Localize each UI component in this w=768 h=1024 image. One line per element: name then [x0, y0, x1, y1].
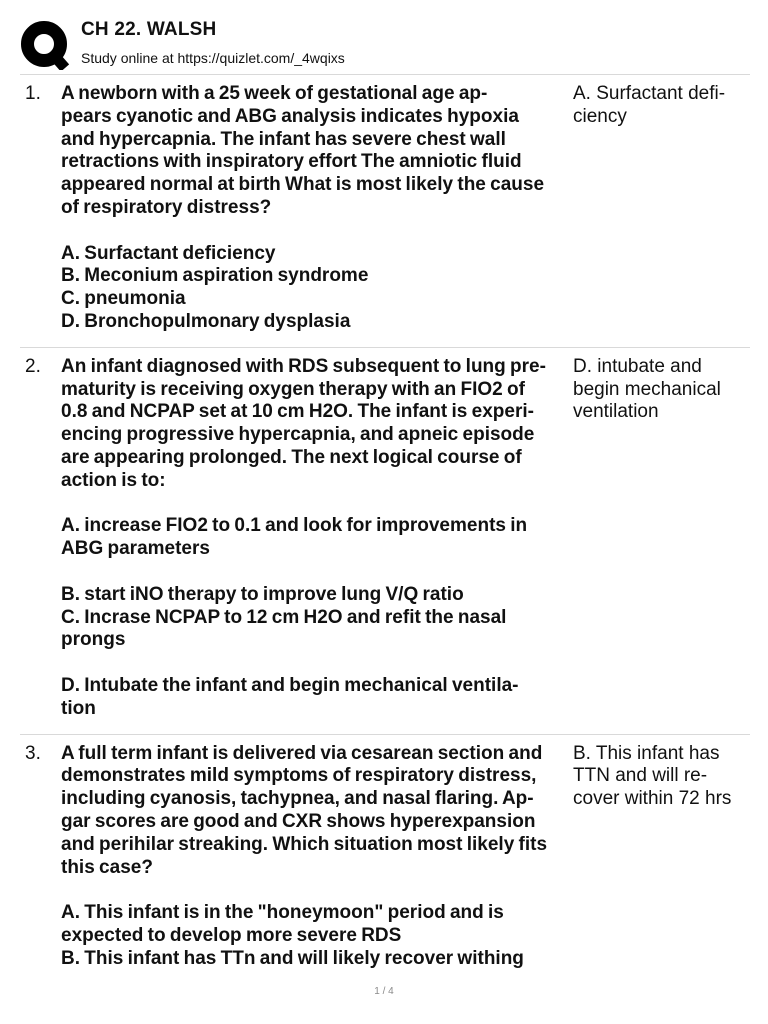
- flashcard: [20, 734, 750, 984]
- card-definition: B. This infant has TTN and will re- cover within 72 hrs: [573, 742, 732, 810]
- card-term: A newborn with a 25 week of gestational age ap- pears cyanotic and ABG analysis indicates hypoxia and hypercapnia. The infant has severe chest wall retractions with inspiratory effort The amniotic fluid appeared normal at birth What is most likely the cause of respiratory distress? A. Surfactant deficiency B. Meconium aspiration syndrome C. pneumonia D. Bronchopulmonary dysplasia: [61, 83, 545, 332]
- quizlet-q-logo-icon: [20, 20, 70, 70]
- flashcard: [20, 74, 750, 347]
- card-definition: D. intubate and begin mechanical ventilation: [573, 355, 721, 423]
- flashcard-list: [20, 74, 750, 983]
- flashcard: [20, 347, 750, 734]
- set-title: CH 22. WALSH: [81, 19, 217, 40]
- card-number: 2.: [25, 355, 41, 377]
- study-online-link[interactable]: Study online at https://quizlet.com/_4wqixs: [81, 50, 345, 66]
- card-definition: A. Surfactant defi- ciency: [573, 83, 726, 127]
- card-term: A full term infant is delivered via cesarean section and demonstrates mild symptoms of respiratory distress, including cyanosis, tachypnea, and nasal flaring. Ap- gar scores are good and CXR shows hyperexpansion and perihilar streaking. Which situation most likely fits this case? A. This infant is in the "honeymoon" period and is expected to develop more severe RDS B. This infant has TTn and will likely recover withing: [61, 742, 548, 969]
- card-term: An infant diagnosed with RDS subsequent to lung pre- maturity is receiving oxygen therapy with an FIO2 of 0.8 and NCPAP set at 10 cm H2O. The infant is experi- encing progressive hypercapnia, and apneic episode are appearing prolonged. The next logical course of action is to: A. increase FIO2 to 0.1 and look for improvements in ABG parameters B. start iNO therapy to improve lung V/Q ratio C. Incrase NCPAP to 12 cm H2O and refit the nasal prongs D. Intubate the infant and begin mechanical ventila- tion: [61, 355, 546, 719]
- card-number: 1.: [25, 83, 41, 104]
- card-number: 3.: [25, 742, 41, 764]
- page-header: [20, 18, 748, 74]
- page-indicator: 1 / 4: [374, 986, 394, 997]
